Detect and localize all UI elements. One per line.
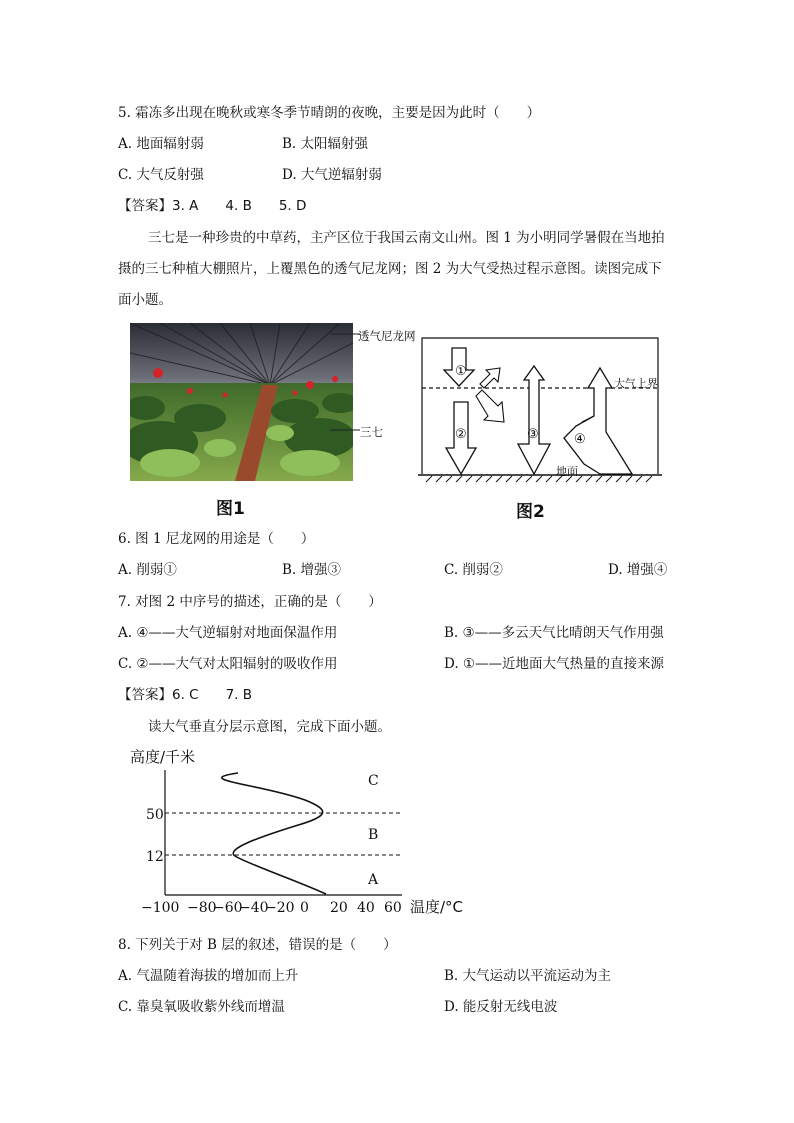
q5-option-a: A. 地面辐射弱 [118, 136, 204, 152]
fig3-xtick-5: 0 [300, 900, 309, 916]
fig3-xtick-3: −40 [239, 900, 269, 916]
q7-option-b: B. ③——多云天气比晴朗天气作用强 [444, 625, 664, 641]
fig2-label-ground: 地面 [556, 465, 578, 478]
fig3-xlabel: 温度/°C [410, 898, 464, 916]
answer-3-5: 【答案】3. A 4. B 5. D [118, 198, 307, 214]
fig3-xtick-8: 60 [384, 900, 402, 916]
q8-option-a: A. 气温随着海拔的增加而上升 [118, 968, 299, 984]
answer-6-7: 【答案】6. C 7. B [118, 687, 253, 703]
fig3-xtick-7: 40 [357, 900, 375, 916]
fig1-label-plant: 三七 [360, 425, 383, 439]
q5-option-d: D. 大气逆辐射弱 [282, 167, 382, 183]
q8-option-d: D. 能反射无线电波 [444, 999, 558, 1015]
q7-option-c: C. ②——大气对太阳辐射的吸收作用 [118, 656, 338, 672]
fig3-layer-b: B [368, 827, 379, 843]
greenhouse-photo [130, 323, 353, 481]
fig3-ytick-50: 50 [146, 807, 164, 823]
q7-option-a: A. ④——大气逆辐射对地面保温作用 [118, 625, 338, 641]
intro1-line3: 面小题。 [118, 292, 172, 308]
fig3-xtick-4: −20 [265, 900, 295, 916]
q7-question: 7. 对图 2 中序号的描述，正确的是（ ） [118, 594, 382, 610]
fig1-label-net: 透气尼龙网 [358, 329, 416, 343]
q5-option-c: C. 大气反射强 [118, 167, 204, 183]
fig3-layer-a: A [368, 872, 379, 888]
fig3-xtick-6: 20 [330, 900, 348, 916]
fig2-mark-2: ② [455, 427, 467, 442]
fig2-label-top: 大气上界 [614, 377, 658, 390]
fig3-xtick-1: −80 [187, 900, 217, 916]
fig2-mark-4: ④ [574, 432, 586, 447]
q6-question: 6. 图 1 尼龙网的用途是（ ） [118, 531, 315, 547]
q7-option-d: D. ①——近地面大气热量的直接来源 [444, 656, 665, 672]
fig2-mark-3: ③ [527, 427, 539, 442]
fig3-xtick-2: −60 [213, 900, 243, 916]
q5-question: 5. 霜冻多出现在晚秋或寒冬季节晴朗的夜晚，主要是因为此时（ ） [118, 105, 541, 121]
q8-option-c: C. 靠臭氧吸收紫外线而增温 [118, 999, 285, 1015]
fig3-ytick-12: 12 [146, 849, 164, 865]
fig2-caption: 图2 [516, 502, 545, 522]
q6-option-b: B. 增强③ [282, 562, 342, 578]
fig2-diagram [418, 334, 664, 484]
fig3-ylabel: 高度/千米 [130, 748, 196, 766]
intro2: 读大气垂直分层示意图，完成下面小题。 [148, 719, 391, 735]
intro1-line2: 摄的三七种植大棚照片，上覆黑色的透气尼龙网；图 2 为大气受热过程示意图。读图完成下 [118, 261, 662, 277]
fig3-layer-c: C [368, 773, 379, 789]
q8-option-b: B. 大气运动以平流运动为主 [444, 968, 612, 984]
q6-option-c: C. 削弱② [444, 562, 503, 578]
fig1-caption: 图1 [216, 499, 245, 519]
intro1-line1: 三七是一种珍贵的中草药，主产区位于我国云南文山州。图 1 为小明同学暑假在当地拍 [148, 230, 665, 246]
fig3-xtick-0: −100 [141, 900, 180, 916]
q5-option-b: B. 太阳辐射强 [282, 136, 369, 152]
fig2-mark-1: ① [455, 364, 467, 379]
q6-option-a: A. 削弱① [118, 562, 177, 578]
q8-question: 8. 下列关于对 B 层的叙述，错误的是（ ） [118, 937, 397, 953]
q6-option-d: D. 增强④ [608, 562, 668, 578]
